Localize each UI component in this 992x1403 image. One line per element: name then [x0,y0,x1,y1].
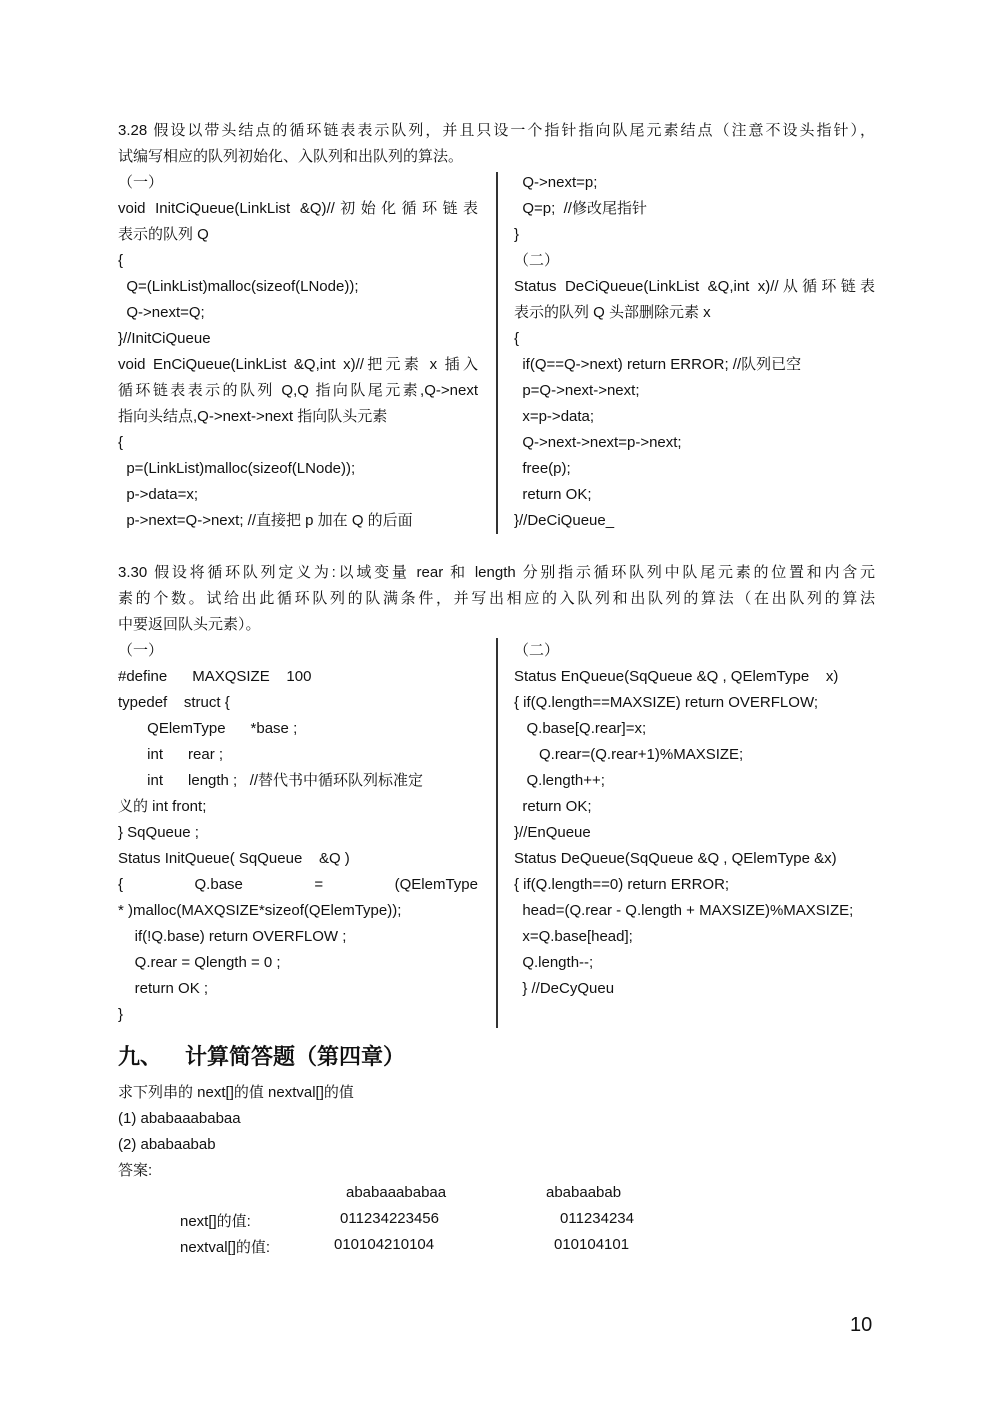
text-line: 指向头结点,Q->next->next 指向队头元素 [118,408,388,425]
text-line: { Q.base = (QElemType [118,876,478,893]
text-line: (2) ababaabab [118,1136,216,1153]
text-line: Q.length++; [514,772,605,789]
text-line: 表示的队列 Q 头部删除元素 x [514,304,711,321]
text-line: 试编写相应的队列初始化、入队列和出队列的算法。 [118,148,464,165]
page-number: 10 [850,1314,873,1336]
text-line: （一） [118,174,164,191]
text-line: Q=(LinkList)malloc(sizeof(LNode)); [118,278,359,295]
text-line: } [514,226,520,243]
text-line: (1) ababaaababaa [118,1110,241,1127]
nextval-value-1: 010104210104 [334,1236,435,1253]
text-line: }//EnQueue [514,824,591,841]
q328-left-column [118,170,478,534]
text-line: Q.base[Q.rear]=x; [514,720,647,737]
text-line: { [118,252,124,269]
text-line: { if(Q.length==MAXSIZE) return OVERFLOW; [514,694,818,711]
text-line: } SqQueue ; [118,824,199,841]
text-line: int rear ; [118,746,224,763]
text-line: }//InitCiQueue [118,330,211,347]
text-line: }//DeCiQueue_ [514,512,615,529]
text-line: （二） [514,642,560,659]
text-line: 求下列串的 next[]的值 nextval[]的值 [118,1084,354,1101]
text-line: { [514,330,520,347]
text-line: 素的个数。试给出此循环队列的队满条件，并写出相应的入队列和出队列的算法（在出队列的算法 [118,590,875,607]
text-line: 中要返回队头元素）。 [118,616,261,633]
q328-right-column [514,170,875,534]
text-line: Status DeCiQueue(LinkList &Q,int x)//从循环链表 [514,278,875,295]
q328-code [118,170,875,534]
text-line: 3.28 假设以带头结点的循环链表表示队列，并且只设一个指针指向队尾元素结点（注意不设头指针）， [118,122,875,139]
text-line: 循环链表表示的队列 Q,Q 指向队尾元素,Q->next [118,382,478,399]
text-line: （一） [118,642,164,659]
text-line: * )malloc(MAXQSIZE*sizeof(QElemType)); [118,902,402,919]
text-line: Status InitQueue( SqQueue &Q ) [118,850,350,867]
text-line: p=Q->next->next; [514,382,640,399]
text-line: return OK ; [118,980,209,997]
text-line: { if(Q.length==0) return ERROR; [514,876,730,893]
q328-title [118,118,875,170]
text-line: #define MAXQSIZE 100 [118,668,312,685]
text-line: Q->next->next=p->next; [514,434,682,451]
text-line: if(Q==Q->next) return ERROR; //队列已空 [514,356,802,373]
text-line: 义的 int front; [118,798,207,815]
text-line: } [118,1006,124,1023]
text-line: void EnCiQueue(LinkList &Q,int x)//把元素 x 插入 [118,356,478,373]
section9-body [118,1080,875,1184]
text-line: Q.rear=(Q.rear+1)%MAXSIZE; [514,746,744,763]
text-line: 表示的队列 Q [118,226,209,243]
text-line: typedef struct { [118,694,230,711]
text-line: p->data=x; [118,486,199,503]
q330-title [118,560,875,638]
q330-code [118,638,875,1030]
section-heading: 九、 计算简答题（第四章） [118,1045,405,1070]
text-line: Q->next=Q; [118,304,205,321]
text-line: p=(LinkList)malloc(sizeof(LNode)); [118,460,356,477]
text-line: head=(Q.rear - Q.length + MAXSIZE)%MAXSIZE; [514,902,854,919]
text-line: { [118,434,124,451]
text-line: p->next=Q->next; //直接把 p 加在 Q 的后面 [118,512,413,529]
column-divider [496,638,498,1028]
text-line: } //DeCyQueu [514,980,615,997]
text-line: free(p); [514,460,571,477]
row-label-next: next[]的值: [180,1213,251,1230]
text-line: x=Q.base[head]; [514,928,633,945]
text-line: void InitCiQueue(LinkList &Q)//初始化循环链表 [118,200,478,217]
text-line: return OK; [514,798,592,815]
column-divider [496,172,498,534]
text-line: int length ; //替代书中循环队列标准定 [118,772,424,789]
text-line: Q.rear = Qlength = 0 ; [118,954,281,971]
text-line: Status EnQueue(SqQueue &Q , QElemType x) [514,668,839,685]
text-line: QElemType *base ; [118,720,298,737]
text-line: 3.30 假设将循环队列定义为:以域变量 rear 和 length 分别指示循环队列中队尾元素的位置和内含元 [118,564,875,581]
text-line: return OK; [514,486,592,503]
q330-left-column [118,638,478,1028]
q330-right-column [514,638,875,1002]
text-line: Q->next=p; [514,174,598,191]
text-line: （二） [514,252,560,269]
text-line: if(!Q.base) return OVERFLOW ; [118,928,347,945]
next-value-1: 011234223456 [340,1210,439,1227]
nextval-value-2: 010104101 [554,1236,630,1253]
text-line: Q.length--; [514,954,594,971]
row-label-nextval: nextval[]的值: [180,1239,271,1256]
text-line: 答案: [118,1162,153,1179]
answer-header-1: ababaaababaa [346,1184,447,1201]
answer-header-2: ababaabab [546,1184,622,1201]
text-line: Q=p; //修改尾指针 [514,200,647,217]
text-line: Status DeQueue(SqQueue &Q , QElemType &x) [514,850,837,867]
text-line: x=p->data; [514,408,595,425]
next-value-2: 011234234 [560,1210,634,1227]
